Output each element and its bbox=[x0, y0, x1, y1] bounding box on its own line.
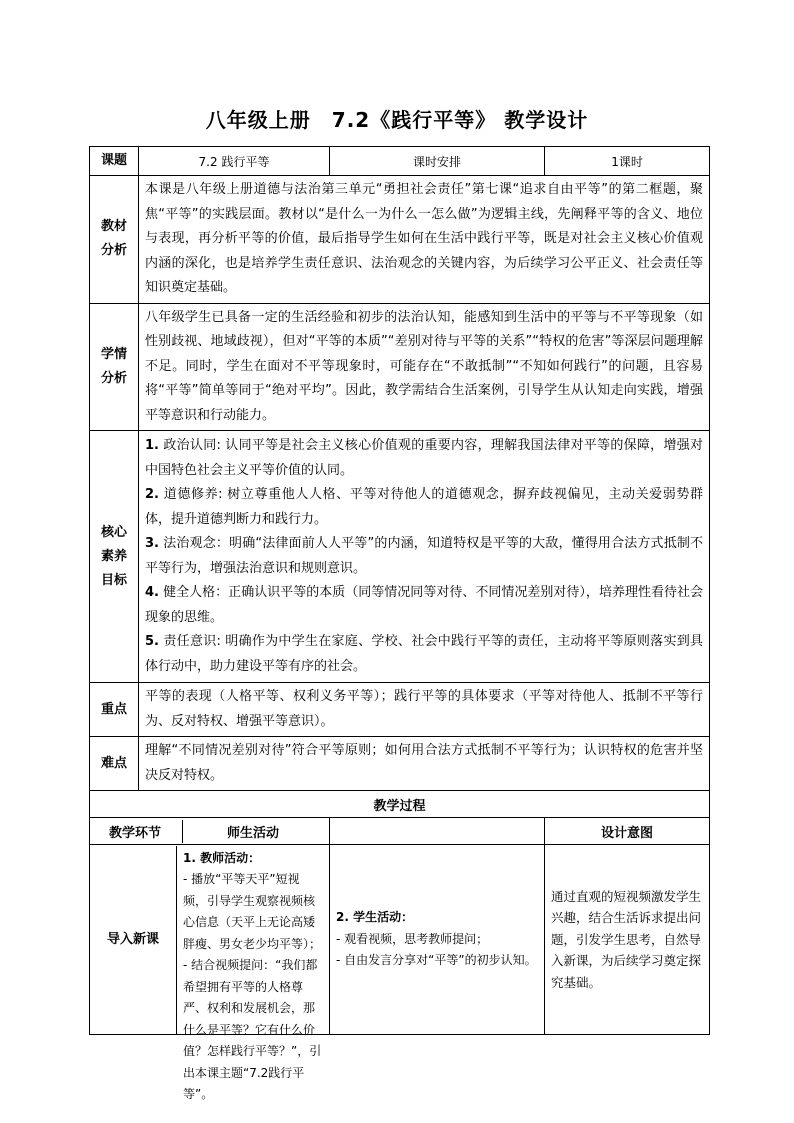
material-row bbox=[90, 176, 710, 304]
key-text: 平等的表现（人格平等、权利义务平等）；践行平等的具体要求（平等对待他人、抵制不平等行为、反对特权、增强平等意识）。 bbox=[139, 683, 710, 737]
activity-line: - 播放“平等天平”短视频，引导学生观察视频核心信息（天平上无论高矮胖瘦、男女老少均平等）； bbox=[183, 872, 322, 951]
activity-text-cont bbox=[330, 845, 545, 1035]
topic-row bbox=[90, 147, 710, 176]
goal-item: 2. 道德修养: 树立尊重他人人格、平等对待他人的道德观念，摒弃歧视偏见，主动关爱弱势群体，提升道德判断力和践行力。 bbox=[145, 487, 704, 527]
goal-item: 3. 法治观念：明确“法律面前人人平等”的内涵，知道特权是平等的大敌，懂得用合法方式抵制不平等行为，增强法治意识和规则意识。 bbox=[145, 536, 704, 576]
activity-line: 1. 教师活动： bbox=[183, 850, 261, 865]
process-header-row bbox=[90, 791, 710, 818]
process-columns-row bbox=[90, 818, 710, 845]
student-text: 八年级学生已具备一定的生活经验和初步的法治认知，能感知到生活中的平等与不平等现象（如性别歧视、地域歧视），但对“平等的本质”“差别对待与平等的关系”“特权的危害”等深层问题理解不足。同时，学生在面对不平等现象时，可能存在“不敢抵制”“不知如何践行”的问题，且容易将“平等”简单等同于“绝对平均”。因此，教学需结合生活案例，引导学生从认知走向实践，增强平等意识和行动能力。 bbox=[139, 303, 710, 431]
student-label: 学情分析 bbox=[90, 303, 139, 431]
stage-label: 导入新课 bbox=[106, 931, 159, 947]
goals-row bbox=[90, 431, 710, 683]
activity-line: 2. 学生活动： bbox=[336, 910, 414, 925]
activity-text bbox=[176, 846, 329, 1101]
goal-item: 4. 健全人格：正确认识平等的本质（同等情况同等对待、不同情况差别对待），培养理性看待社会现象的思维。 bbox=[145, 585, 704, 625]
topic-label: 课题 bbox=[90, 147, 139, 176]
goal-item: 5. 责任意识: 明确作为中学生在家庭、学校、社会中践行平等的责任，主动将平等原则落实到具体行动中，助力建设平等有序的社会。 bbox=[145, 634, 704, 674]
student-row bbox=[90, 303, 710, 431]
activity-line: - 结合视频提问：“我们都希望拥有平等的人格尊严、权利和发展机会，那什么是平等？它有什么价值？怎样践行平等？”，引出本课主题“7.2践行平等”。 bbox=[183, 958, 322, 1101]
intro-stage-row bbox=[90, 845, 710, 1035]
lesson-plan-table bbox=[89, 146, 710, 1101]
goals-list bbox=[139, 431, 710, 683]
topic-value: 7.2 践行平等 bbox=[139, 147, 330, 176]
activity-line: - 自由发言分享对“平等”的初步认知。 bbox=[336, 953, 537, 968]
material-label: 教材分析 bbox=[90, 176, 139, 304]
document-title: 八年级上册 7.2《践行平等》 教学设计 bbox=[205, 108, 589, 132]
design-intent: 通过直观的短视频激发学生兴趣，结合生活诉求提出问题，引发学生思考，自然导入新课，为后续学习奠定探究基础。 bbox=[545, 845, 710, 1035]
material-text: 本课是八年级上册道德与法治第三单元“勇担社会责任”第七课“追求自由平等”的第二框题，聚焦“平等”的实践层面。教材以“是什么一为什么一怎么做”为逻辑主线，先阐释平等的含义、地位与表现，再分析平等的价值，最后指导学生如何在生活中践行平等，既是对社会主义核心价值观内涵的深化，也是培养学生责任意识、法治观念的关键内容，为后续学习公平正义、社会责任等知识奠定基础。 bbox=[139, 176, 710, 304]
goals-label: 核心素养目标 bbox=[90, 431, 139, 683]
col-activity-cont bbox=[330, 818, 545, 845]
col-stage: 教学环节 师生活动 bbox=[90, 818, 330, 845]
time-value: 1课时 bbox=[545, 147, 710, 176]
col-intent: 设计意图 bbox=[545, 818, 710, 845]
difficult-row bbox=[90, 737, 710, 791]
key-label: 重点 bbox=[90, 683, 139, 737]
process-header: 教学过程 bbox=[90, 791, 710, 818]
key-row bbox=[90, 683, 710, 737]
time-label: 课时安排 bbox=[330, 147, 545, 176]
difficult-text: 理解“不同情况差别对待”符合平等原则；如何用合法方式抵制不平等行为；认识特权的危害并坚决反对特权。 bbox=[139, 737, 710, 791]
col-activity: 师生活动 bbox=[182, 820, 323, 843]
activity-line: - 观看视频，思考教师提问； bbox=[336, 931, 489, 946]
goal-item: 1. 政治认同: 认同平等是社会主义核心价值观的重要内容，理解我国法律对平等的保障，增强对中国特色社会主义平等价值的认同。 bbox=[145, 438, 704, 478]
difficult-label: 难点 bbox=[90, 737, 139, 791]
